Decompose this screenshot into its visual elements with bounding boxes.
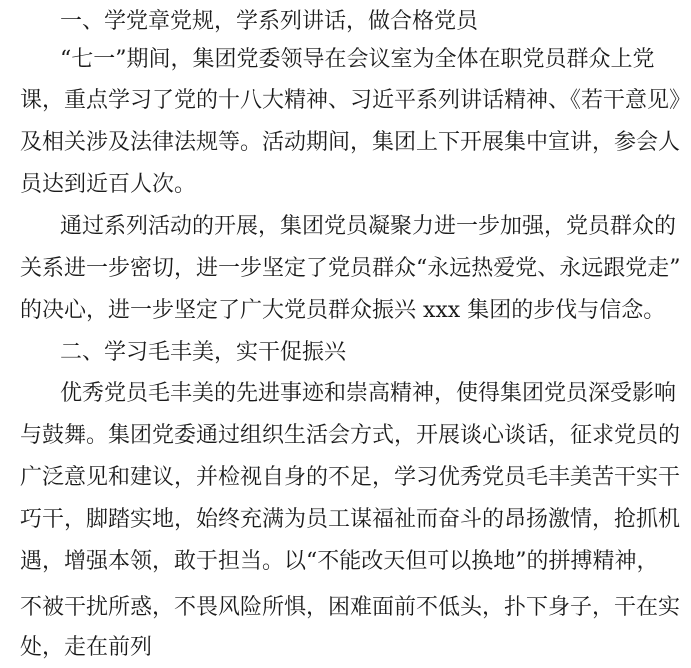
- paragraph-line: 广泛意见和建议，并检视自身的不足，学习优秀党员毛丰美苦干实干: [20, 465, 681, 490]
- section-heading-1: 一、学党章党规，学系列讲话，做合格党员: [60, 9, 479, 34]
- paragraph-line: 通过系列活动的开展，集团党员凝聚力进一步加强，党员群众的: [60, 214, 677, 239]
- paragraph-line: 优秀党员毛丰美的先进事迹和崇高精神，使得集团党员深受影响: [60, 381, 677, 406]
- paragraph-line: 及相关涉及法律法规等。活动期间，集团上下开展集中宣讲，参会人: [20, 130, 681, 155]
- paragraph-line: 关系进一步密切，进一步坚定了党员群众“永远热爱党、永远跟党走”: [20, 256, 681, 281]
- paragraph-line: “七一”期间，集团党委领导在会议室为全体在职党员群众上党: [60, 47, 655, 72]
- paragraph-line: 处，走在前列: [20, 635, 153, 660]
- paragraph-line: 课，重点学习了党的十八大精神、习近平系列讲话精神、《若干意见》: [20, 88, 691, 113]
- paragraph-line: 与鼓舞。集团党委通过组织生活会方式，开展谈心谈话，征求党员的: [20, 423, 681, 448]
- paragraph-line: 巧干，脚踏实地，始终充满为员工谋福祉而奋斗的昂扬激情，抢抓机: [20, 507, 681, 532]
- paragraph-line: 不被干扰所惑，不畏风险所惧，困难面前不低头，扑下身子，干在实: [20, 595, 681, 620]
- paragraph-line: 员达到近百人次。: [20, 172, 197, 197]
- section-heading-2: 二、学习毛丰美，实干促振兴: [60, 340, 347, 365]
- paragraph-line: 遇，增强本领，敢于担当。以“不能改天但可以换地”的拼搏精神，: [20, 549, 659, 574]
- paragraph-line: 的决心，进一步坚定了广大党员群众振兴 xxx 集团的步伐与信念。: [20, 298, 666, 323]
